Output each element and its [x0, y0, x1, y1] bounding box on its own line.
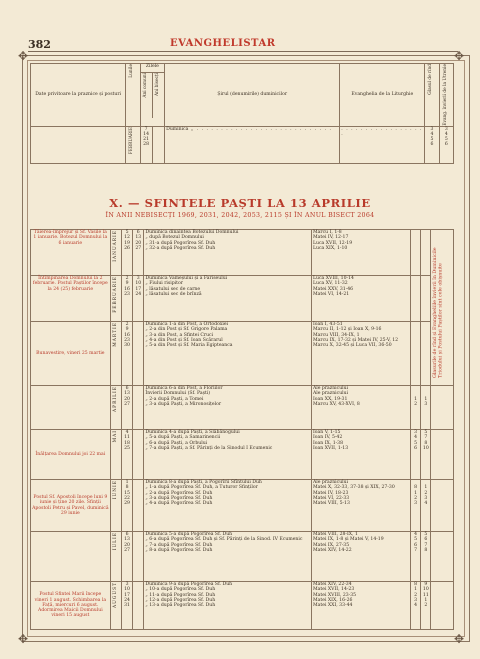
row-ev-inviere: 5 7 8 10 [421, 430, 431, 480]
section-subtitle: ÎN ANII NEBISECȚI 1969, 2031, 2042, 2053, 2115 ȘI ÎN ANUL BISECT 2064 [105, 212, 375, 219]
row-month: IANUARIE [113, 230, 119, 262]
header-glasul: Glasul de rînd [428, 64, 434, 95]
row-month: IUNIE [113, 480, 119, 500]
row-evang: Ioan I, 43-51 Marcu II, 1-12 și Ioan X, 9-16 Marcu VIII, 34-IX, 1 Marcu IX, 17-32 și Matei IV, 25-V, 12 Marcu X, 32-45 și Luca VII, 36-50 [311, 322, 410, 386]
corner-ornament: ✥ [453, 49, 465, 63]
table-row [31, 480, 454, 532]
row-month: FEBRUARIE [129, 126, 135, 154]
row-ev-inviere: 1 3 [421, 386, 431, 430]
row-praznic [31, 386, 111, 430]
row-evang: Matei VIII, 28-IX, 1 Matei IX, 1-8 și Matei V, 14-19 Matei IX, 27-35 Matei XIV, 14-22 [311, 532, 410, 582]
header-evanghelia: Evanghelia de la Liturghie [340, 64, 425, 127]
header-rule [28, 51, 458, 52]
header-zilele: Zilele [141, 64, 165, 73]
table-row [31, 322, 454, 386]
table-row [31, 276, 454, 322]
row-month: MARTIE [113, 322, 119, 347]
header-month: Lunile [129, 64, 135, 78]
row-month: FEBRUARIE [113, 276, 119, 313]
row-praznic: Tăierea-împrejur și Sf. Vasile la 1 ianuarie. Botezul Domnului la 6 ianuarie [31, 230, 111, 276]
row-days-comuni: 6 13 20 27 [121, 386, 132, 430]
section-title: X. — SFINTELE PAȘTI LA 13 APRILIE [109, 196, 371, 210]
row-glas: 4 5 6 7 [411, 532, 421, 582]
row-glas: 3 4 5 6 [425, 126, 439, 163]
page-number: 382 [28, 38, 51, 51]
row-month: MAI [113, 430, 119, 443]
row-month: AUGUST [113, 582, 119, 609]
row-evang: Ale praznicului Matei X, 32-33, 37-38 și XIX, 27-30 Matei IV, 18-23 Matei VI, 22-33 Matei VIII, 5-13 [311, 480, 410, 532]
row-month: IULIE [113, 532, 119, 551]
row-praznic: Întîmpinarea Domnului la 2 februarie. Postul Paștilor începe la 24 (25) februarie [31, 276, 111, 322]
row-sunday: Duminica 4-a după Paști, a Slăbănogului „ 5-a după Paști, a Samarinencii „ 6-a după Paști, a Orbului „ 7-a după Paști, a Sf. Părinți de la Sinodul I Ecumenic [144, 430, 312, 480]
row-sunday: Duminica 9-a după Pogorîrea Sf. Duh „ 10-a după Pogorîrea Sf. Duh „ 11-a după Pogorîrea Sf. Duh „ 12-a după Pogorîrea Sf. Duh „ 13-a după Pogorîrea Sf. Duh [144, 582, 312, 630]
row-sunday: Duminica 6-a din Post, a Floriilor Învierii Domnului (Sf. Paști) „ 2-a după Paști, a Tomei „ 3-a după Paști, a Mironosițelor [144, 386, 312, 430]
row-glas: 8 1 2 3 [411, 480, 421, 532]
corner-ornament: ✥ [17, 632, 29, 646]
row-days-bisecti [133, 430, 144, 480]
row-days-bisecti: 6 13 20 27 [133, 230, 144, 276]
row-evang: Matei XIV, 22-34 Matei XVII, 14-23 Matei XVIII, 23-35 Matei XIX, 16-26 Matei XXI, 33-44 [311, 582, 410, 630]
header-sirul: Șirul (denumirile) duminicilor [165, 64, 340, 127]
table-row [31, 230, 454, 276]
row-praznic: Postul Sfintei Marii începe vineri 1 august. Schimbarea la Față, miercuri 6 august. Adormirea Maicii Domnului vineri 15 august [31, 582, 111, 630]
row-glas: 8 1 2 3 4 [411, 582, 421, 630]
header-evang-inviere: Evang. învierii de la Utrenie [442, 64, 448, 126]
row-praznic: Înălțarea Domnului joi 22 mai [31, 430, 111, 480]
table-row [31, 582, 454, 630]
row-evang: Marcu I, 1-8 Matei IV, 12-17 Luca XVII, 12-19 Luca XIX, 1-10 [311, 230, 410, 276]
row-days-comuni: 6 13 20 27 [121, 532, 132, 582]
header-ani-comuni: Ani comuni [142, 73, 148, 98]
corner-ornament: ✥ [17, 49, 29, 63]
row-sunday: Duminica 5-a după Pogorîrea Sf. Duh „ 6-a după Pogorîrea Sf. Duh și Sf. Părinți de la Sinod. IV Ecumenic „ 7-a după Pogorîrea Sf. Duh „ 8-a după Pogorîrea Sf. Duh [144, 532, 312, 582]
row-glas: 3 4 5 6 [411, 430, 421, 480]
row-days-bisecti [133, 480, 144, 532]
row-days-comuni: 2 9 16 23 30 [121, 322, 132, 386]
row-ev-inviere: 5 6 7 8 [421, 532, 431, 582]
row-days-comuni: 5 12 19 26 [121, 230, 132, 276]
row-sunday: Duminica [166, 126, 189, 132]
table-row [31, 386, 454, 430]
row-ev-inviere: 9 10 11 1 2 [421, 582, 431, 630]
row-sunday: Duminica 1-a din Post, a Ortodoxiei „ 2-a din Post și Sf. Grigore Palama „ 3-a din Post, a Sfintei Cruci „ 4-a din Post și Sf. Ioan Scărarul „ 5-a din Post și Sf. Maria Egipteanca [144, 322, 312, 386]
row-days-comuni: 1 8 15 22 29 [121, 480, 132, 532]
row-evang: Luca XVIII, 10-14 Luca XV, 11-32 Matei XXV, 31-46 Matei VI, 14-21 [311, 276, 410, 322]
row-month: APRILIE [113, 386, 119, 413]
row-evang: Ioan V, 1-15 Ioan IV, 5-42 Ioan IX, 1-38 Ioan XVII, 1-13 [311, 430, 410, 480]
row-evang: Ale praznicului Ale praznicului Ioan XX, 19-31 Marcu XV, 43-XVI, 8 [311, 386, 410, 430]
side-note: Glasurile de rînd și Evangheliile învierii în Duminicile Triodului și Postului Paștilor sînt cele obișnuite [433, 246, 444, 378]
top-table: Date privitoare la praznice și posturi Lunile Zilele Ani comuni Ani bisecți Șirul (denumirile) duminicilor Evanghelia de la Liturghie Glasul de rînd Evang. învierii de la Utrenie FEBRUARIE 7 14 21 28 Duminica „ . . . . . . . . . . . . . . . . . . . . . . . . . . . . . . . . . . . . . . . . . . . . . . 3 4 5 6 3 4 5 6 [30, 63, 454, 164]
row-sunday: Duminica 8-a după Paști, a Pogorîrii Sfîntului Duh „ 1-a după Pogorîrea Sf. Duh, a Tuturor Sfinților „ 2-a după Pogorîrea Sf. Duh „ 3-a după Pogorîrea Sf. Duh „ 4-a după Pogorîrea Sf. Duh [144, 480, 312, 532]
row-ev-inviere: 1 2 3 4 [421, 480, 431, 532]
row-glas: 1 2 [411, 386, 421, 430]
header-date: Date privitoare la praznice și posturi [31, 64, 126, 127]
table-row [31, 430, 454, 480]
row-days-comuni: 4 11 18 25 [121, 430, 132, 480]
main-table [30, 229, 454, 630]
header-ani-bisecti: Ani bisecți [154, 73, 160, 96]
corner-ornament: ✥ [453, 632, 465, 646]
row-days-bisecti [133, 582, 144, 630]
row-praznic [31, 126, 126, 163]
table-row [31, 532, 454, 582]
row-praznic: Bunavestire, vineri 25 martie [31, 322, 111, 386]
running-title: EVANGHELISTAR [170, 38, 276, 49]
row-evang: 3 4 5 6 [439, 126, 453, 163]
row-days-bisecti: 3 10 17 24 [133, 276, 144, 322]
row-praznic [31, 532, 111, 582]
row-days-comuni: 3 10 17 24 31 [121, 582, 132, 630]
row-days-bisecti [133, 322, 144, 386]
row-sunday: Duminica Vameșului și a Fariseului „ Fiului risipitor „ lăsatului sec de carne „ lăsatului sec de brînză [144, 276, 312, 322]
row-days: 7 14 21 28 [141, 127, 153, 163]
row-praznic: Postul Sf. Apostoli începe luni 9 iunie și ține 20 zile. Sfinții Apostoli Petru și Pavel, duminică 29 iunie [31, 480, 111, 532]
row-days-bisecti [133, 532, 144, 582]
row-days-comuni: 2 9 16 23 [121, 276, 132, 322]
row-sunday: Duminica dinaintea Botezului Domnului „ după Botezul Domnului „ 31-a după Pogorîrea Sf. Duh „ 32-a după Pogorîrea Sf. Duh [144, 230, 312, 276]
row-days-bisecti [133, 386, 144, 430]
